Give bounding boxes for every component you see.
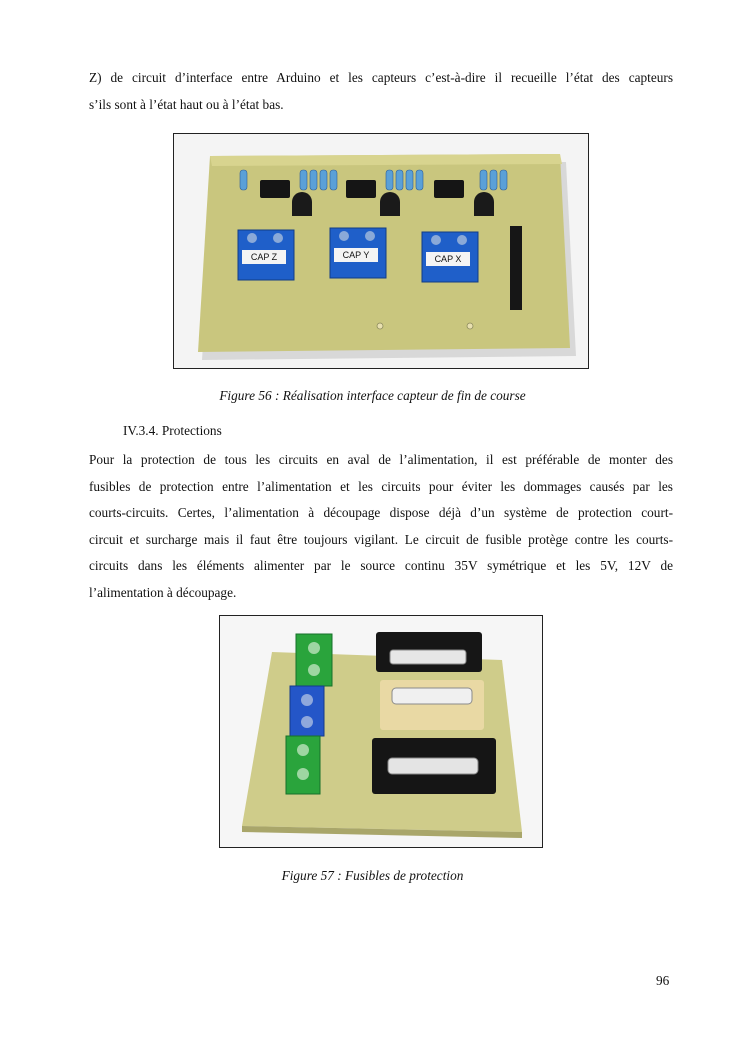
text-line: l’alimentation à découpage. — [89, 584, 237, 600]
figure-57-photo — [219, 615, 543, 848]
text-line: s’ils sont à l’état haut ou à l’état bas. — [89, 96, 284, 112]
figure-57-caption: Figure 57 : Fusibles de protection — [281, 868, 464, 883]
cap-y-label: CAP Y — [342, 250, 370, 260]
section-heading: IV.3.4. Protections — [123, 423, 222, 438]
protection-paragraph — [89, 447, 673, 606]
text-line: Z) de circuit d’interface entre Arduino et les capteurs c’est-à-dire il recueille l’état des capteurs — [89, 70, 673, 85]
fuse-board-photo — [220, 616, 542, 847]
text-line: Pour la protection de tous les circuits en aval de l’alimentation, il est préférable de monter des — [89, 452, 673, 467]
text-line: circuit et surcharge mais il faut être toujours vigilant. Le circuit de fusible protège contre les courts- — [89, 531, 673, 547]
page-number: 96 — [656, 973, 670, 988]
intro-paragraph — [89, 65, 673, 118]
text-line: courts-circuits. Certes, l’alimentation à découpage dispose déjà d’un système de protection court- — [89, 505, 673, 520]
cap-x-label: CAP X — [434, 254, 462, 264]
interface-board-photo — [174, 134, 588, 368]
cap-z-label: CAP Z — [250, 252, 278, 262]
figure-56-photo — [173, 133, 589, 369]
figure-56-caption: Figure 56 : Réalisation interface capteur de fin de course — [219, 388, 526, 403]
text-line: circuits dans les éléments alimenter par le source continu 35V symétrique et les 5V, 12V de — [89, 558, 673, 573]
text-line: fusibles de protection entre l’alimentation et les circuits pour éviter les dommages causés par les — [89, 478, 673, 494]
